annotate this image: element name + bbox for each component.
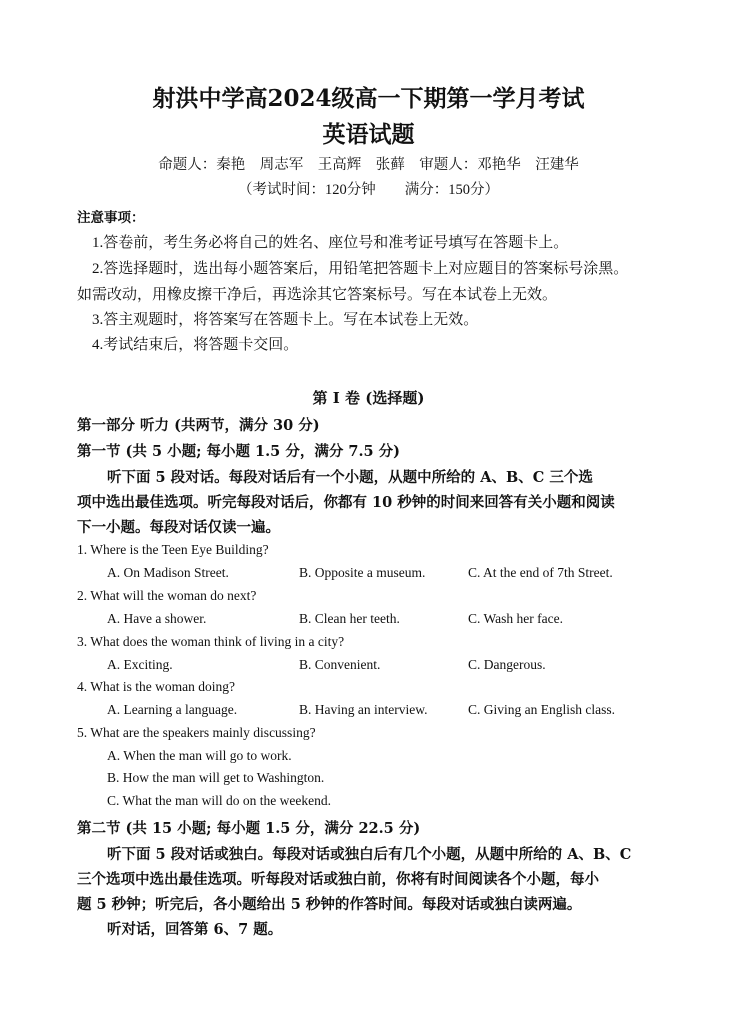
q1-option-c: C. At the end of 7th Street. [468,565,613,580]
section2-instruction-1: 听下面 5 段对话或独白。每段对话或独白后有几个小题，从题中所给的 A、B、C [107,846,632,863]
q1-option-b: B. Opposite a museum. [299,565,426,580]
section1-title: 第一节 (共 5 小题; 每小题 1.5 分，满分 7.5 分) [77,443,400,460]
q3-option-b: B. Convenient. [299,657,381,672]
note-item-2-cont: 如需改动，用橡皮擦干净后，再选涂其它答案标号。写在本试卷上无效。 [77,287,558,303]
q2-option-a: A. Have a shower. [107,611,207,626]
q2-option-b: B. Clean her teeth. [299,611,400,626]
exam-info: （考试时间：120分钟 满分：150分） [238,182,499,198]
exam-title: 射洪中学高2024级高一下期第一学月考试 [152,85,585,112]
section1-instruction-1: 听下面 5 段对话。每段对话后有一个小题，从题中所给的 A、B、C 三个选 [107,469,593,486]
q5-option-a: A. When the man will go to work. [107,748,292,763]
volume-title: 第 I 卷 (选择题) [312,389,425,407]
section2-instruction-3: 题 5 秒钟；听完后，各小题给出 5 秒钟的作答时间。每段对话或独白读两遍。 [77,896,582,913]
q5-option-b: B. How the man will get to Washington. [107,770,325,785]
q4-option-b: B. Having an interview. [299,702,428,717]
question-2: 2. What will the woman do next? [77,588,257,603]
note-item-2: 2.答选择题时，选出每小题答案后，用铅笔把答题卡上对应题目的答案标号涂黑。 [92,261,629,277]
section2-title: 第二节 (共 15 小题; 每小题 1.5 分，满分 22.5 分) [77,820,421,837]
question-5: 5. What are the speakers mainly discussing? [77,725,316,740]
exam-subtitle: 英语试题 [322,121,415,148]
question-3: 3. What does the woman think of living in a city? [77,634,345,649]
q4-option-c: C. Giving an English class. [468,702,615,717]
q1-option-a: A. On Madison Street. [107,565,229,580]
authors-line: 命题人：秦艳 周志军 王高辉 张藓 审题人：邓艳华 汪建华 [158,157,579,173]
q4-option-a: A. Learning a language. [107,702,238,717]
question-4: 4. What is the woman doing? [77,679,235,694]
q2-option-c: C. Wash her face. [468,611,564,626]
note-item-1: 1.答卷前，考生务必将自己的姓名、座位号和准考证号填写在答题卡上。 [92,235,569,251]
question-1: 1. Where is the Teen Eye Building? [77,542,269,557]
section1-instruction-2: 项中选出最佳选项。听完每段对话后，你都有 10 秒钟的时间来回答有关小题和阅读 [77,494,615,511]
note-item-3: 3.答主观题时，将答案写在答题卡上。写在本试卷上无效。 [92,312,479,328]
section1-instruction-3: 下一小题。每段对话仅读一遍。 [77,519,280,536]
q3-option-a: A. Exciting. [107,657,173,672]
q5-option-c: C. What the man will do on the weekend. [107,793,331,808]
notes-heading: 注意事项： [77,210,145,226]
q3-option-c: C. Dangerous. [468,657,546,672]
part1-title: 第一部分 听力 (共两节，满分 30 分) [77,417,320,434]
note-item-4: 4.考试结束后，将答题卡交回。 [92,337,299,353]
section2-instruction-4: 听对话，回答第 6、7 题。 [107,921,283,938]
section2-instruction-2: 三个选项中选出最佳选项。听每段对话或独白前，你将有时间阅读各个小题，每小 [77,871,599,888]
